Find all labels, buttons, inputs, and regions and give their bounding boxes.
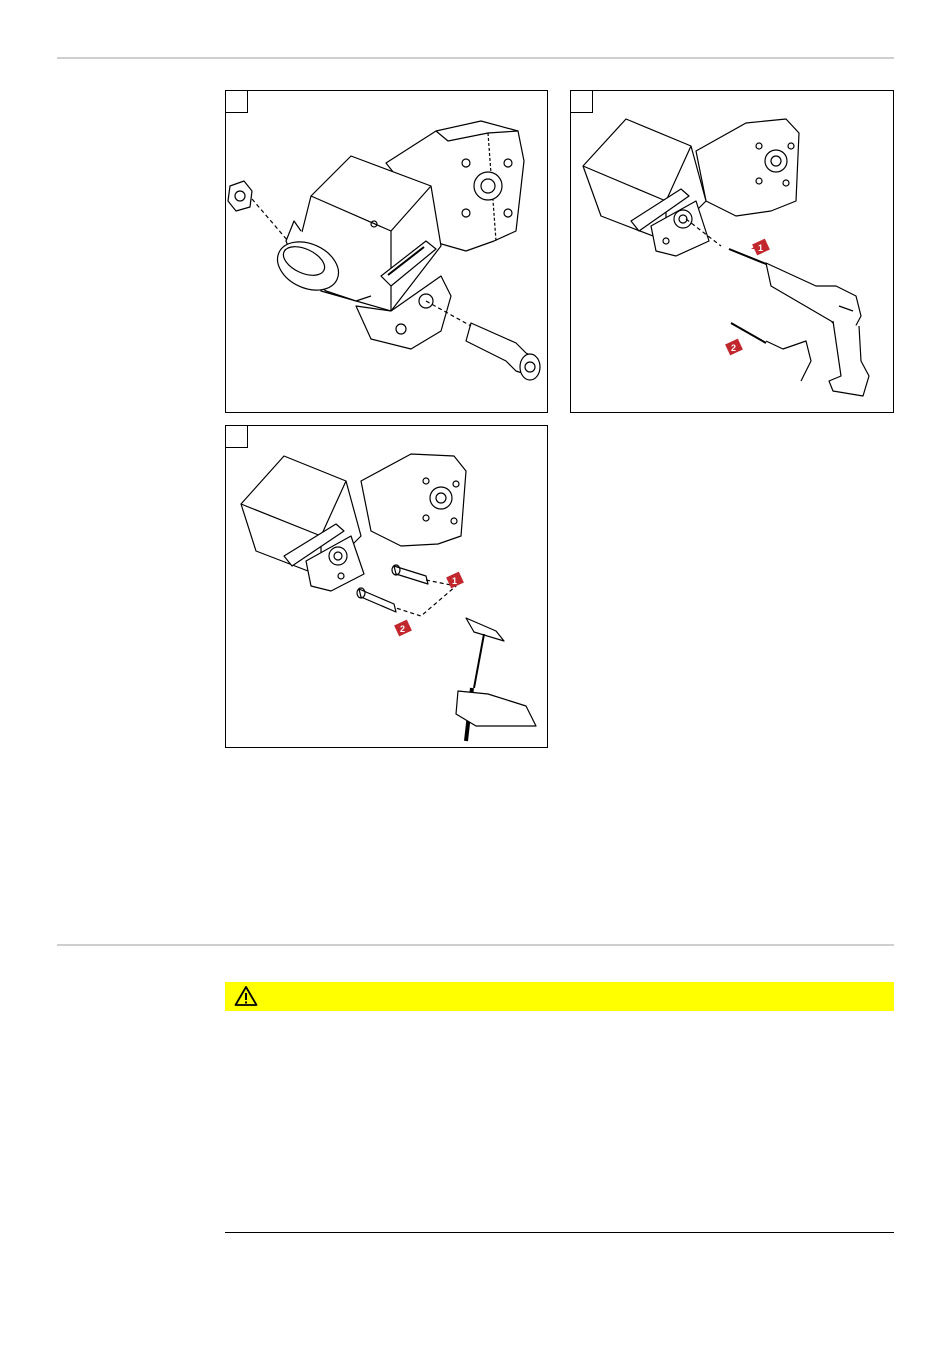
callout-1: 1 [452,576,458,586]
figure-panel-2 [570,90,894,413]
step-number-box [571,91,593,113]
step-number-box [226,91,248,113]
callout-1: 1 [758,243,764,253]
warning-triangle-icon [234,985,258,1007]
figure-panel-1 [225,90,548,413]
section-rule [57,944,894,946]
footer-rule [225,1232,894,1233]
callout-2: 2 [731,343,737,353]
figure-panel-3 [225,425,548,748]
pin-hammering-illustration [226,426,548,748]
step-number-box [226,426,248,448]
drive-unit-exploded-illustration [226,91,548,413]
drilling-illustration [571,91,894,413]
callout-2: 2 [400,624,406,634]
warning-banner [225,982,894,1011]
header-rule [57,57,894,59]
